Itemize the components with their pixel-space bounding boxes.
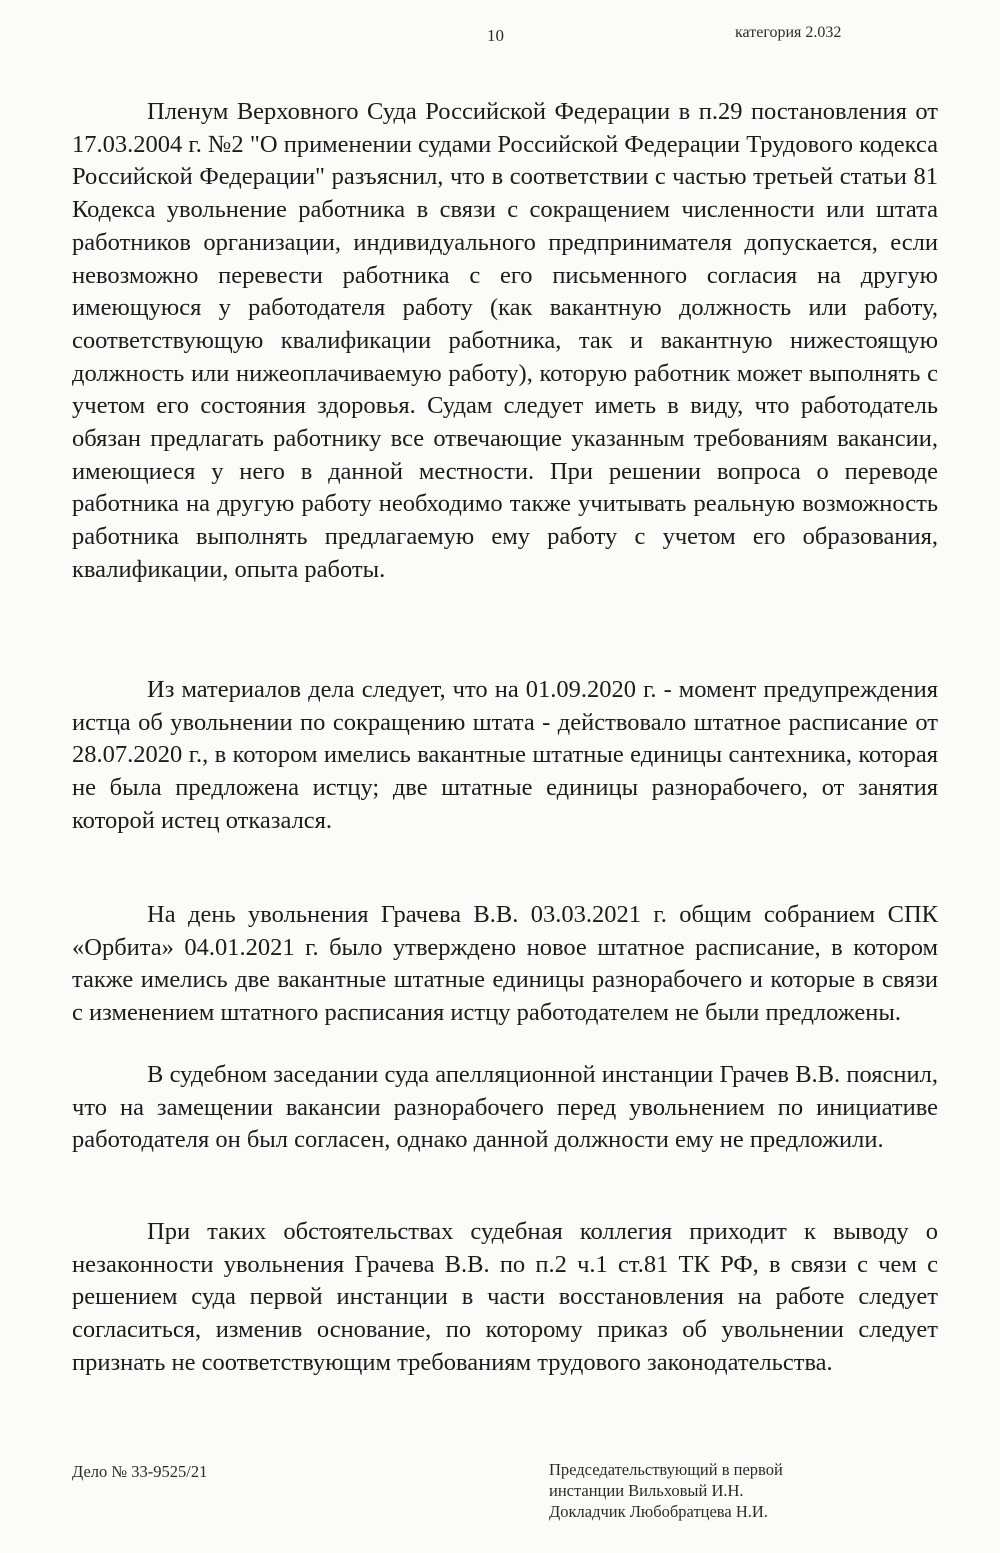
paragraph-1	[72, 96, 938, 587]
paragraph-text: В судебном заседании суда апелляционной инстанции Грачев В.В. пояснил, что на замещении вакансии разнорабочего перед увольнением по инициативе работодателя он был согласен, однако данной должности ему не предложили.	[72, 1061, 938, 1154]
paragraph-text: Из материалов дела следует, что на 01.09.2020 г. - момент предупреждения истца об увольнении по сокращению штата - действовало штатное расписание от 28.07.2020 г., в котором имелись вакантные штатные единицы сантехника, которая не была предложена истцу; две штатные единицы разнорабочего, от занятия которой истец отказался.	[72, 676, 938, 834]
judges-block	[549, 1459, 783, 1522]
paragraph-text: На день увольнения Грачева В.В. 03.03.2021 г. общим собранием СПК «Орбита» 04.01.2021 г. было утверждено новое штатное расписание, в котором также имелись две вакантные штатные единицы разнорабочего и которые в связи с изменением штатного расписания истцу работодателем не были предложены.	[72, 901, 938, 1027]
paragraph-4	[72, 1059, 938, 1157]
reporter-line: Докладчик Любобратцева Н.И.	[549, 1502, 768, 1521]
page-number: 10	[487, 26, 504, 45]
paragraph-2	[72, 674, 938, 838]
category-label: категория 2.032	[735, 24, 842, 41]
presiding-judge-line-2: инстанции Вильховый И.Н.	[549, 1481, 744, 1500]
paragraph-text: Пленум Верховного Суда Российской Федерации в п.29 постановления от 17.03.2004 г. №2 "О применении судами Российской Федерации Трудового кодекса Российской Федерации" разъяснил, что в соответствии с частью третьей статьи 81 Кодекса увольнение работника в связи с сокращением численности или штата работников организации, индивидуального предпринимателя допускается, если невозможно перевести работника с его письменного согласия на другую имеющуюся у работодателя работу (как вакантную должность или работу, соответствующую квалификации работника, так и вакантную нижестоящую должность или нижеоплачиваемую работу), которую работник может выполнять с учетом его состояния здоровья. Судам следует иметь в виду, что работодатель обязан предлагать работнику все отвечающие указанным требованиям вакансии, имеющиеся у него в данной местности. При решении вопроса о переводе работника на другую работу необходимо также учитывать реальную возможность работника выполнять предлагаемую ему работу с учетом его образования, квалификации, опыта работы.	[72, 98, 938, 583]
paragraph-3	[72, 899, 938, 1030]
paragraph-text: При таких обстоятельствах судебная коллегия приходит к выводу о незаконности увольнения Грачева В.В. по п.2 ч.1 ст.81 ТК РФ, в связи с чем с решением суда первой инстанции в части восстановления на работе следует согласиться, изменив основание, по которому приказ об увольнении следует признать не соответствующим требованиям трудового законодательства.	[72, 1218, 938, 1376]
paragraph-5	[72, 1216, 938, 1380]
presiding-judge-line-1: Председательствующий в первой	[549, 1460, 783, 1479]
case-number: Дело № 33-9525/21	[72, 1462, 208, 1481]
